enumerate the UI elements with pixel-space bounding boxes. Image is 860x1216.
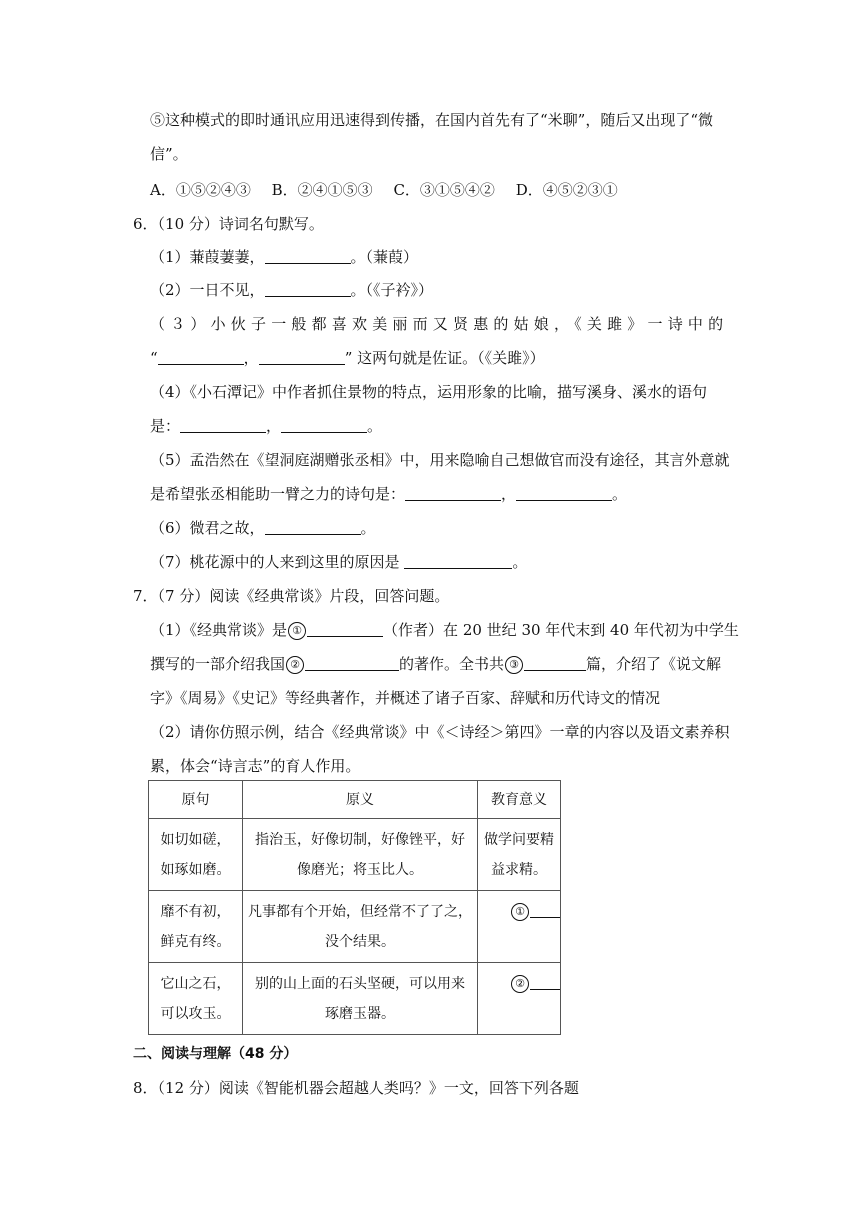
table-cell: 做学问要精 益求精。 bbox=[478, 819, 561, 891]
table-cell: 指治玉，好像切制，好像锉平，好 像磨光；将玉比人。 bbox=[243, 819, 478, 891]
q5-line2: 信”。 bbox=[150, 145, 188, 163]
answer-blank[interactable] bbox=[530, 901, 560, 918]
answer-blank[interactable] bbox=[281, 416, 367, 433]
answer-blank[interactable] bbox=[405, 484, 501, 501]
q6-item6: （6）微君之故， 。 bbox=[150, 519, 376, 537]
answer-blank[interactable] bbox=[530, 973, 560, 990]
option-a: A．①⑤②④③ bbox=[150, 181, 251, 199]
q6-item7: （7）桃花源中的人来到这里的原因是 。 bbox=[150, 553, 528, 571]
table-cell: 凡事都有个开始，但经常不了了之， 没个结果。 bbox=[243, 891, 478, 963]
q7-p2-line2: 累，体会“诗言志”的育人作用。 bbox=[150, 757, 361, 775]
table-cell bbox=[478, 891, 561, 963]
option-b: B．②④①⑤③ bbox=[271, 181, 373, 199]
q7-p1-line2: 撰写的一部介绍我国 ② 的著作。全书共 ③ 篇，介绍了《说文解 bbox=[150, 655, 722, 673]
table-row bbox=[149, 891, 561, 963]
answer-blank[interactable] bbox=[265, 280, 351, 297]
table-cell: 如切如磋， 如琢如磨。 bbox=[149, 819, 243, 891]
circle-1: ① bbox=[288, 622, 306, 640]
answer-blank[interactable] bbox=[404, 552, 512, 569]
option-d: D．④⑤②③① bbox=[515, 181, 618, 199]
answer-blank[interactable] bbox=[524, 654, 586, 671]
answer-blank[interactable] bbox=[265, 518, 361, 535]
answer-blank[interactable] bbox=[259, 348, 345, 365]
section-heading: 二、阅读与理解（48 分） bbox=[133, 1046, 298, 1062]
q5-options bbox=[150, 180, 618, 200]
table-cell bbox=[478, 963, 561, 1035]
answer-blank[interactable] bbox=[158, 348, 244, 365]
q7-p2-line1: （2）请你仿照示例，结合《经典常谈》中《＜诗经＞第四》一章的内容以及语文素养积 bbox=[150, 723, 730, 741]
table-cell: 靡不有初， 鲜克有终。 bbox=[149, 891, 243, 963]
circle-3: ③ bbox=[505, 656, 523, 674]
q7-heading: 7．（7 分）阅读《经典常谈》片段，回答问题。 bbox=[133, 587, 450, 605]
q6-item4-line1: （4）《小石潭记》中作者抓住景物的特点，运用形象的比喻，描写溪身、溪水的语句 bbox=[150, 383, 708, 401]
q6-item3-line1: （３）小伙子一般都喜欢美丽而又贤惠的姑娘，《关雎》一诗中的 bbox=[150, 315, 729, 333]
answer-blank[interactable] bbox=[265, 247, 351, 264]
q6-heading: 6．（10 分）诗词名句默写。 bbox=[133, 215, 324, 233]
header-cell: 原句 bbox=[149, 781, 243, 819]
table-row bbox=[149, 963, 561, 1035]
q6-item2: （2）一日不见， 。（《子衿》） bbox=[150, 281, 434, 299]
header-cell: 教育意义 bbox=[478, 781, 561, 819]
table-header-row bbox=[149, 781, 561, 819]
q6-item1: （1）蒹葭萋萋， 。（蒹葭） bbox=[150, 248, 419, 266]
answer-blank[interactable] bbox=[307, 620, 383, 637]
q6-item4-line2: 是： ， 。 bbox=[150, 417, 383, 435]
answer-blank[interactable] bbox=[516, 484, 612, 501]
q6-item3-line2: “ ， ” 这两句就是佐证。（《关雎》） bbox=[150, 349, 545, 367]
q7-p1-line1: （1）《经典常谈》是 ① （作者）在 20 世纪 30 年代末到 40 年代初为中学生 bbox=[150, 621, 739, 639]
header-cell: 原义 bbox=[243, 781, 478, 819]
q6-item5-line1: （5）孟浩然在《望洞庭湖赠张丞相》中，用来隐喻自己想做官而没有途径，其言外意就 bbox=[150, 451, 730, 469]
shijing-table bbox=[148, 780, 561, 1035]
circle-2: ② bbox=[511, 975, 529, 993]
q7-p1-line3: 字》《周易》《史记》等经典著作，并概述了诸子百家、辞赋和历代诗文的情况 bbox=[150, 689, 661, 707]
q8-heading: 8．（12 分）阅读《智能机器会超越人类吗？》一文，回答下列各题 bbox=[133, 1079, 579, 1097]
table-row bbox=[149, 819, 561, 891]
q6-item5-line2: 是希望张丞相能助一臂之力的诗句是： ， 。 bbox=[150, 485, 628, 503]
option-c: C．③①⑤④② bbox=[393, 181, 495, 199]
circle-1: ① bbox=[511, 903, 529, 921]
table-cell: 它山之石， 可以攻玉。 bbox=[149, 963, 243, 1035]
q5-line1: ⑤这种模式的即时通讯应用迅速得到传播，在国内首先有了“米聊”，随后又出现了“微 bbox=[150, 111, 714, 129]
answer-blank[interactable] bbox=[180, 416, 266, 433]
answer-blank[interactable] bbox=[305, 654, 399, 671]
table-cell: 别的山上面的石头坚硬，可以用来 琢磨玉器。 bbox=[243, 963, 478, 1035]
circle-2: ② bbox=[286, 656, 304, 674]
